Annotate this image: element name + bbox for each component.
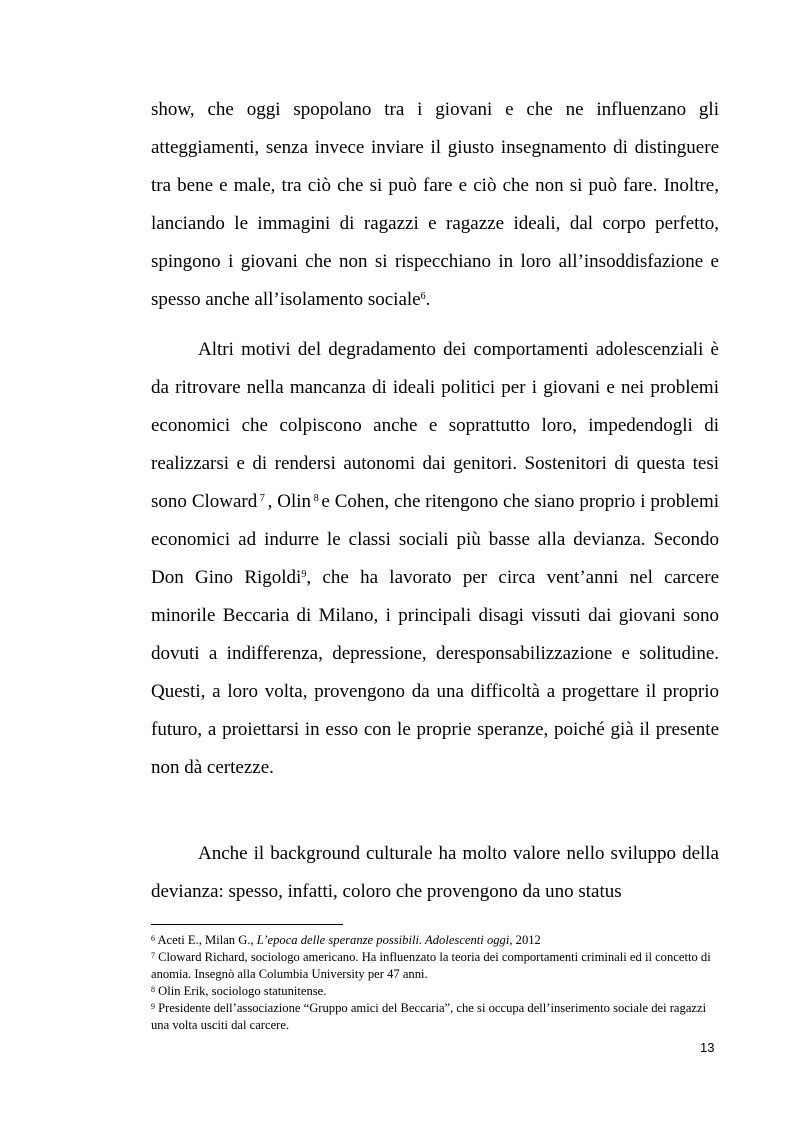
paragraph-text: Altri motivi del degradamento dei comportamenti adolescenziali è da ritrovare nella mancanza di ideali politici per i giovani e nei problemi economici che colpiscono anche e soprattutto loro, impedendogli di realizzarsi e di rendersi autonomi dai genitori. Sostenitori di questa tesi sono Cloward [151, 339, 719, 512]
paragraph [151, 91, 719, 319]
body-paragraph-3 [151, 835, 719, 911]
footnote-8 [151, 983, 719, 1000]
body-paragraph-1 [151, 91, 719, 319]
footnote-italic: L’epoca delle speranze possibili. Adolescenti oggi [256, 933, 510, 947]
footnote-6 [151, 932, 719, 949]
paragraph-text: , Olin [267, 491, 312, 512]
paragraph-text: , che ha lavorato per circa vent’anni nel carcere minorile Beccaria di Milano, i principali disagi vissuti dai giovani sono dovuti a indifferenza, depressione, deresponsabilizzazione e solitudine. Questi, a loro volta, provengono da una difficoltà a progettare il proprio futuro, a proiettarsi in esso con le proprie speranze, poiché già il presente non dà certezze. [151, 567, 720, 778]
paragraph [151, 331, 719, 787]
footnote-text: Cloward Richard, sociologo americano. Ha influenzato la teoria dei comportamenti criminali ed il concetto di anomia. Insegnò alla Columbia University per 47 anni. [151, 950, 711, 981]
footnote-number: 7 [151, 951, 155, 960]
footnote-text: , 2012 [509, 933, 541, 947]
footnote-number: 6 [151, 934, 155, 943]
paragraph-text: show, che oggi spopolano tra i giovani e che ne influenzano gli atteggiamenti, senza invece inviare il giusto insegnamento di distinguere tra bene e male, tra ciò che si può fare e ciò che non si può fare. Inoltre, lanciando le immagini di ragazzi e ragazze ideali, dal corpo perfetto, spingono i giovani che non si rispecchiano in loro all’insoddisfazione e spesso anche all’isolamento sociale [151, 99, 719, 310]
footnote-9 [151, 1000, 719, 1034]
footnote-ref: 8 [311, 493, 322, 504]
footnote-number: 9 [151, 1002, 155, 1011]
body-paragraph-2 [151, 331, 719, 787]
footnote-separator [151, 924, 343, 925]
paragraph-text: . [425, 289, 431, 310]
footnote-ref: 7 [257, 493, 268, 504]
paragraph-text: Anche il background culturale ha molto valore nello sviluppo della devianza: spesso, infatti, coloro che provengono da uno status [151, 843, 719, 902]
footnote-text: Aceti E., Milan G., [155, 933, 257, 947]
page-number: 13 [700, 1040, 715, 1055]
footnote-7 [151, 949, 719, 983]
footnote-text: Olin Erik, sociologo statunitense. [155, 984, 327, 998]
footnote-ref: 6 [420, 291, 426, 302]
footnote-ref: 9 [301, 569, 307, 580]
paragraph-text: e Cohen, che ritengono che siano proprio i problemi economici ad indurre le classi sociali più basse alla devianza. Secondo Don Gino Rigoldi [151, 491, 720, 588]
paragraph [151, 835, 719, 911]
footnotes [151, 932, 719, 1034]
footnote-text: Presidente dell’associazione “Gruppo amici del Beccaria”, che si occupa dell’inserimento sociale dei ragazzi una volta usciti dal carcere. [151, 1001, 707, 1032]
footnote-number: 8 [151, 985, 155, 994]
